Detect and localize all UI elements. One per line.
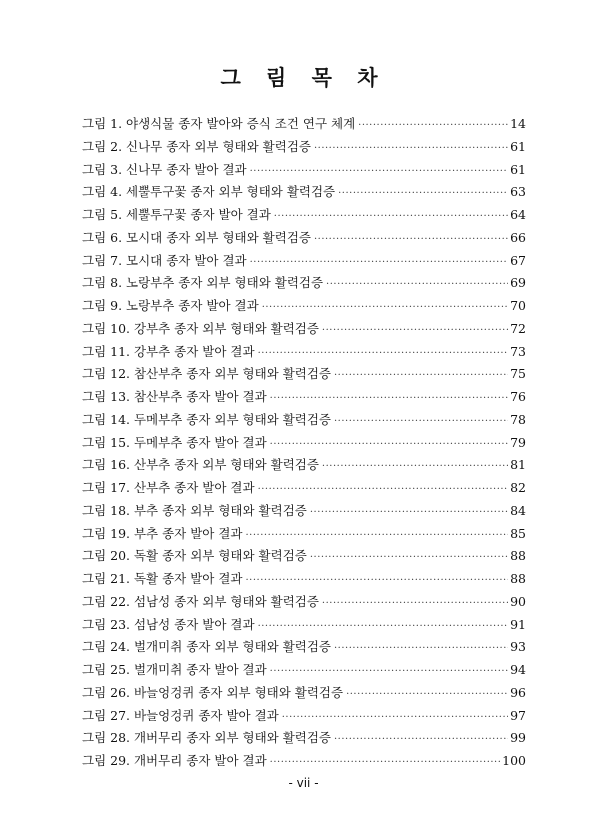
dot-leader xyxy=(338,183,508,206)
toc-entry[interactable] xyxy=(82,363,526,386)
toc-entry-page: 14 xyxy=(510,116,526,131)
toc-entry-label: 그림 1. 야생식물 종자 발아와 증식 조건 연구 체계 xyxy=(82,116,356,131)
toc-entry-label: 그림 27. 바늘엉겅퀴 종자 발아 결과 xyxy=(82,707,279,723)
dot-leader xyxy=(250,161,508,184)
toc-entry[interactable] xyxy=(82,136,526,159)
toc-entry-page: 69 xyxy=(510,275,526,291)
toc-entry-page: 78 xyxy=(510,411,526,427)
toc-entry[interactable] xyxy=(82,159,526,182)
toc-entry-page: 61 xyxy=(510,138,526,154)
dot-leader xyxy=(310,547,508,570)
toc-entry[interactable] xyxy=(82,454,526,477)
dot-leader xyxy=(246,570,509,593)
dot-leader xyxy=(282,707,508,730)
dot-leader xyxy=(258,343,509,366)
toc-entry-label: 그림 15. 두메부추 종자 발아 결과 xyxy=(82,434,267,450)
dot-leader xyxy=(270,752,500,775)
toc-entry-label: 그림 28. 개버무리 종자 외부 형태와 활력검증 xyxy=(82,730,331,746)
toc-entry-page: 61 xyxy=(510,161,526,177)
toc-entry-label: 그림 2. 신나무 종자 외부 형태와 활력검증 xyxy=(82,138,311,154)
toc-entry[interactable] xyxy=(82,295,526,318)
dot-leader xyxy=(274,206,508,229)
toc-entry-label: 그림 5. 세뿔투구꽃 종자 발아 결과 xyxy=(82,207,271,222)
toc-entry[interactable] xyxy=(82,614,526,637)
toc-entry[interactable] xyxy=(82,204,526,227)
toc-entry-label: 그림 13. 참산부추 종자 발아 결과 xyxy=(82,389,267,404)
dot-leader xyxy=(246,525,509,548)
toc-entry-page: 82 xyxy=(510,480,526,495)
toc-entry-label: 그림 8. 노랑부추 종자 외부 형태와 활력검증 xyxy=(82,275,324,291)
dot-leader xyxy=(258,479,509,502)
toc-entry-page: 88 xyxy=(510,548,526,564)
toc-entry-label: 그림 7. 모시대 종자 발아 결과 xyxy=(82,252,247,268)
toc-entry-label: 그림 22. 섬남성 종자 외부 형태와 활력검증 xyxy=(82,593,319,609)
toc-entry[interactable] xyxy=(82,181,526,204)
toc-entry-page: 93 xyxy=(510,639,526,655)
dot-leader xyxy=(250,252,508,275)
toc-entry[interactable] xyxy=(82,386,526,409)
toc-entry-label: 그림 18. 부추 종자 외부 형태와 활력검증 xyxy=(82,502,307,518)
dot-leader xyxy=(258,616,509,639)
toc-entry[interactable] xyxy=(82,227,526,250)
toc-entry-label: 그림 24. 벌개미취 종자 외부 형태와 활력검증 xyxy=(82,639,331,655)
toc-entry[interactable] xyxy=(82,250,526,273)
toc-entry-label: 그림 11. 강부추 종자 발아 결과 xyxy=(82,343,255,359)
toc-entry[interactable] xyxy=(82,568,526,591)
toc-entry-page: 97 xyxy=(510,707,526,723)
toc-entry-page: 90 xyxy=(510,593,526,609)
toc-entry-page: 72 xyxy=(510,320,526,336)
toc-entry-page: 96 xyxy=(510,684,526,700)
toc-entry-page: 91 xyxy=(510,616,526,632)
page-number: - vii - xyxy=(288,776,319,790)
figure-list xyxy=(82,113,526,773)
toc-entry[interactable] xyxy=(82,477,526,500)
dot-leader xyxy=(358,115,508,138)
toc-entry-page: 94 xyxy=(510,662,526,677)
toc-entry-label: 그림 20. 독활 종자 외부 형태와 활력검증 xyxy=(82,548,307,564)
toc-entry-page: 84 xyxy=(510,502,526,518)
page-title: 그 림 목 차 xyxy=(220,65,387,90)
toc-entry-label: 그림 17. 산부추 종자 발아 결과 xyxy=(82,480,255,495)
toc-entry-label: 그림 23. 섬남성 종자 발아 결과 xyxy=(82,616,255,632)
toc-entry-label: 그림 9. 노랑부추 종자 발아 결과 xyxy=(82,298,259,313)
dot-leader xyxy=(322,593,508,616)
toc-entry-page: 79 xyxy=(510,434,526,450)
toc-entry[interactable] xyxy=(82,750,526,773)
toc-entry-label: 그림 25. 벌개미취 종자 발아 결과 xyxy=(82,662,267,677)
toc-entry-page: 85 xyxy=(510,525,526,541)
toc-entry-page: 76 xyxy=(510,389,526,404)
toc-entry[interactable] xyxy=(82,272,526,295)
toc-entry-page: 67 xyxy=(510,252,526,268)
toc-entry-label: 그림 21. 독활 종자 발아 결과 xyxy=(82,571,243,586)
toc-entry-page: 64 xyxy=(510,207,526,222)
dot-leader xyxy=(314,229,508,252)
dot-leader xyxy=(322,320,508,343)
toc-entry-page: 73 xyxy=(510,343,526,359)
toc-entry[interactable] xyxy=(82,341,526,364)
dot-leader xyxy=(310,502,508,525)
dot-leader xyxy=(326,274,508,297)
dot-leader xyxy=(334,729,508,752)
toc-entry[interactable] xyxy=(82,545,526,568)
toc-entry-label: 그림 3. 신나무 종자 발아 결과 xyxy=(82,161,247,177)
toc-entry[interactable] xyxy=(82,727,526,750)
dot-leader xyxy=(322,456,508,479)
toc-entry-page: 63 xyxy=(510,184,526,200)
dot-leader xyxy=(334,411,508,434)
toc-entry-page: 66 xyxy=(510,229,526,245)
toc-entry[interactable] xyxy=(82,705,526,728)
toc-entry[interactable] xyxy=(82,318,526,341)
toc-entry[interactable] xyxy=(82,659,526,682)
toc-entry[interactable] xyxy=(82,591,526,614)
toc-entry-label: 그림 10. 강부추 종자 외부 형태와 활력검증 xyxy=(82,320,319,336)
toc-entry-label: 그림 6. 모시대 종자 외부 형태와 활력검증 xyxy=(82,229,311,245)
dot-leader xyxy=(334,365,508,388)
dot-leader xyxy=(270,661,508,684)
toc-entry-page: 81 xyxy=(510,457,526,473)
dot-leader xyxy=(262,297,508,320)
dot-leader xyxy=(270,434,508,457)
dot-leader xyxy=(334,638,508,661)
toc-entry[interactable] xyxy=(82,636,526,659)
toc-entry-label: 그림 14. 두메부추 종자 외부 형태와 활력검증 xyxy=(82,411,331,427)
toc-entry-page: 70 xyxy=(510,298,526,313)
toc-entry-label: 그림 29. 개버무리 종자 발아 결과 xyxy=(82,753,267,768)
dot-leader xyxy=(270,388,508,411)
toc-entry-label: 그림 4. 세뿔투구꽃 종자 외부 형태와 활력검증 xyxy=(82,184,336,200)
toc-entry[interactable] xyxy=(82,409,526,432)
toc-entry-page: 99 xyxy=(510,730,526,746)
toc-entry-label: 그림 16. 산부추 종자 외부 형태와 활력검증 xyxy=(82,457,319,473)
toc-entry-page: 100 xyxy=(502,753,526,768)
toc-entry-page: 75 xyxy=(510,366,526,382)
toc-entry[interactable] xyxy=(82,523,526,546)
dot-leader xyxy=(314,138,508,161)
toc-entry-label: 그림 26. 바늘엉겅퀴 종자 외부 형태와 활력검증 xyxy=(82,684,344,700)
toc-entry[interactable] xyxy=(82,500,526,523)
toc-entry-page: 88 xyxy=(510,571,526,586)
toc-entry[interactable] xyxy=(82,432,526,455)
toc-entry[interactable] xyxy=(82,682,526,705)
toc-entry[interactable] xyxy=(82,113,526,136)
dot-leader xyxy=(346,684,508,707)
toc-entry-label: 그림 19. 부추 종자 발아 결과 xyxy=(82,525,243,541)
toc-entry-label: 그림 12. 참산부추 종자 외부 형태와 활력검증 xyxy=(82,366,331,382)
